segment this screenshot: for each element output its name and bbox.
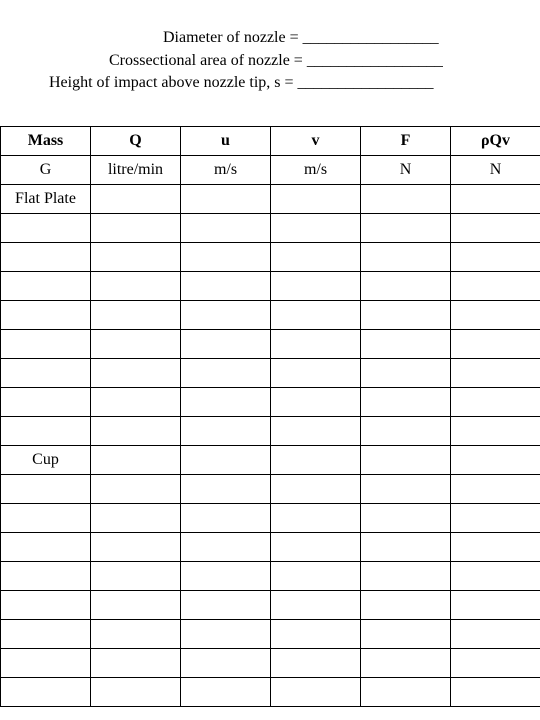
table-cell[interactable]: [181, 620, 271, 649]
table-cell[interactable]: [181, 475, 271, 504]
table-cell[interactable]: [181, 562, 271, 591]
table-cell[interactable]: [91, 301, 181, 330]
table-cell[interactable]: [181, 533, 271, 562]
table-cell[interactable]: [181, 330, 271, 359]
table-cell[interactable]: [271, 591, 361, 620]
table-cell[interactable]: [271, 214, 361, 243]
table-cell[interactable]: [91, 185, 181, 214]
table-cell[interactable]: [91, 446, 181, 475]
table-cell[interactable]: [91, 649, 181, 678]
table-cell[interactable]: [451, 533, 540, 562]
table-cell[interactable]: [271, 504, 361, 533]
table-cell[interactable]: [361, 301, 451, 330]
table-cell[interactable]: [361, 620, 451, 649]
table-cell[interactable]: [361, 533, 451, 562]
unit-u: m/s: [181, 156, 271, 185]
table-cell[interactable]: [451, 649, 540, 678]
table-cell[interactable]: [1, 272, 91, 301]
table-cell[interactable]: [271, 359, 361, 388]
unit-mass: G: [1, 156, 91, 185]
table-row: [1, 504, 540, 533]
table-cell[interactable]: [361, 562, 451, 591]
table-cell[interactable]: [451, 359, 540, 388]
table-cell[interactable]: [91, 272, 181, 301]
units-row: [1, 156, 540, 185]
table-cell[interactable]: [271, 301, 361, 330]
table-cell[interactable]: [91, 678, 181, 707]
table-cell[interactable]: [271, 330, 361, 359]
flat-plate-row: [1, 185, 540, 214]
column-header-mass: Mass: [1, 127, 91, 156]
table-cell[interactable]: [181, 678, 271, 707]
table-cell[interactable]: [271, 243, 361, 272]
table-cell[interactable]: [1, 243, 91, 272]
table-cell[interactable]: [91, 417, 181, 446]
table-cell[interactable]: [91, 388, 181, 417]
table-cell[interactable]: [451, 214, 540, 243]
table-row: [1, 620, 540, 649]
table-cell[interactable]: [1, 301, 91, 330]
table-cell[interactable]: [361, 359, 451, 388]
column-header-row: [1, 127, 540, 156]
table-cell[interactable]: [1, 562, 91, 591]
results-table: [0, 126, 540, 707]
table-cell[interactable]: [271, 417, 361, 446]
table-cell[interactable]: [91, 620, 181, 649]
table-cell[interactable]: [181, 243, 271, 272]
table-cell[interactable]: [451, 330, 540, 359]
table-cell[interactable]: [91, 504, 181, 533]
unit-v: m/s: [271, 156, 361, 185]
table-cell[interactable]: [271, 475, 361, 504]
table-row: [1, 475, 540, 504]
table-cell[interactable]: [181, 417, 271, 446]
table-cell[interactable]: [451, 591, 540, 620]
table-row: [1, 388, 540, 417]
table-row: [1, 330, 540, 359]
table-cell[interactable]: [181, 272, 271, 301]
table-cell[interactable]: [451, 620, 540, 649]
table-cell[interactable]: [181, 214, 271, 243]
table-cell[interactable]: [1, 620, 91, 649]
table-cell[interactable]: [451, 388, 540, 417]
table-cell[interactable]: [271, 446, 361, 475]
table-cell[interactable]: [451, 678, 540, 707]
table-cell[interactable]: [181, 649, 271, 678]
table-cell[interactable]: [271, 533, 361, 562]
table-row: [1, 678, 540, 707]
table-cell[interactable]: [1, 678, 91, 707]
table-cell[interactable]: [451, 243, 540, 272]
table-cell[interactable]: [1, 330, 91, 359]
table-cell[interactable]: [1, 359, 91, 388]
table-row: [1, 591, 540, 620]
table-cell[interactable]: [361, 446, 451, 475]
column-header-rho-q-v: ρQv: [451, 127, 540, 156]
table-cell[interactable]: [361, 243, 451, 272]
table-row: [1, 562, 540, 591]
table-cell[interactable]: [361, 475, 451, 504]
table-cell[interactable]: [361, 417, 451, 446]
table-cell[interactable]: [451, 185, 540, 214]
table-cell[interactable]: [1, 475, 91, 504]
table-cell[interactable]: [1, 533, 91, 562]
table-cell[interactable]: [91, 475, 181, 504]
table-cell[interactable]: [361, 649, 451, 678]
table-row: [1, 214, 540, 243]
table-cell[interactable]: [1, 417, 91, 446]
column-header-u: u: [181, 127, 271, 156]
table-cell[interactable]: [1, 504, 91, 533]
table-cell[interactable]: [361, 678, 451, 707]
table-row: [1, 243, 540, 272]
nozzle-parameters: [0, 27, 540, 95]
column-header-q: Q: [91, 127, 181, 156]
flat-plate-label: Flat Plate: [1, 185, 91, 214]
table-cell[interactable]: [451, 417, 540, 446]
table-cell[interactable]: [91, 330, 181, 359]
table-cell[interactable]: [91, 562, 181, 591]
table-cell[interactable]: [451, 446, 540, 475]
cup-label: Cup: [1, 446, 91, 475]
table-cell[interactable]: [271, 649, 361, 678]
table-cell[interactable]: [181, 388, 271, 417]
table-cell[interactable]: [271, 562, 361, 591]
table-cell[interactable]: [1, 591, 91, 620]
table-cell[interactable]: [271, 620, 361, 649]
table-cell[interactable]: [1, 388, 91, 417]
table-cell[interactable]: [91, 214, 181, 243]
height-of-impact-line: Height of impact above nozzle tip, s = _________________: [49, 74, 434, 91]
table-cell[interactable]: [181, 591, 271, 620]
table-cell[interactable]: [271, 185, 361, 214]
table-cell[interactable]: [451, 475, 540, 504]
table-cell[interactable]: [181, 359, 271, 388]
table-cell[interactable]: [91, 359, 181, 388]
table-cell[interactable]: [1, 649, 91, 678]
table-cell[interactable]: [361, 330, 451, 359]
table-cell[interactable]: [361, 185, 451, 214]
column-header-f: F: [361, 127, 451, 156]
table-cell[interactable]: [361, 272, 451, 301]
table-cell[interactable]: [451, 504, 540, 533]
table-cell[interactable]: [181, 446, 271, 475]
table-row: [1, 417, 540, 446]
table-cell[interactable]: [91, 533, 181, 562]
unit-f: N: [361, 156, 451, 185]
table-row: [1, 301, 540, 330]
table-cell[interactable]: [361, 504, 451, 533]
table-cell[interactable]: [361, 388, 451, 417]
table-cell[interactable]: [451, 272, 540, 301]
table-cell[interactable]: [181, 504, 271, 533]
table-row: [1, 649, 540, 678]
table-row: [1, 533, 540, 562]
unit-rho-q-v: N: [451, 156, 540, 185]
table-cell[interactable]: [451, 301, 540, 330]
table-row: [1, 359, 540, 388]
cup-row: [1, 446, 540, 475]
table-cell[interactable]: [271, 272, 361, 301]
table-cell[interactable]: [271, 678, 361, 707]
crossectional-area-line: Crossectional area of nozzle = _________________: [109, 51, 443, 69]
table-cell[interactable]: [451, 562, 540, 591]
diameter-of-nozzle-line: Diameter of nozzle = _________________: [163, 29, 439, 46]
table-cell[interactable]: [361, 591, 451, 620]
table-row: [1, 272, 540, 301]
table-cell[interactable]: [91, 591, 181, 620]
table-cell[interactable]: [361, 214, 451, 243]
table-cell[interactable]: [271, 388, 361, 417]
table-cell[interactable]: [91, 243, 181, 272]
column-header-v: v: [271, 127, 361, 156]
table-cell[interactable]: [181, 301, 271, 330]
unit-q: litre/min: [91, 156, 181, 185]
table-cell[interactable]: [181, 185, 271, 214]
table-cell[interactable]: [1, 214, 91, 243]
